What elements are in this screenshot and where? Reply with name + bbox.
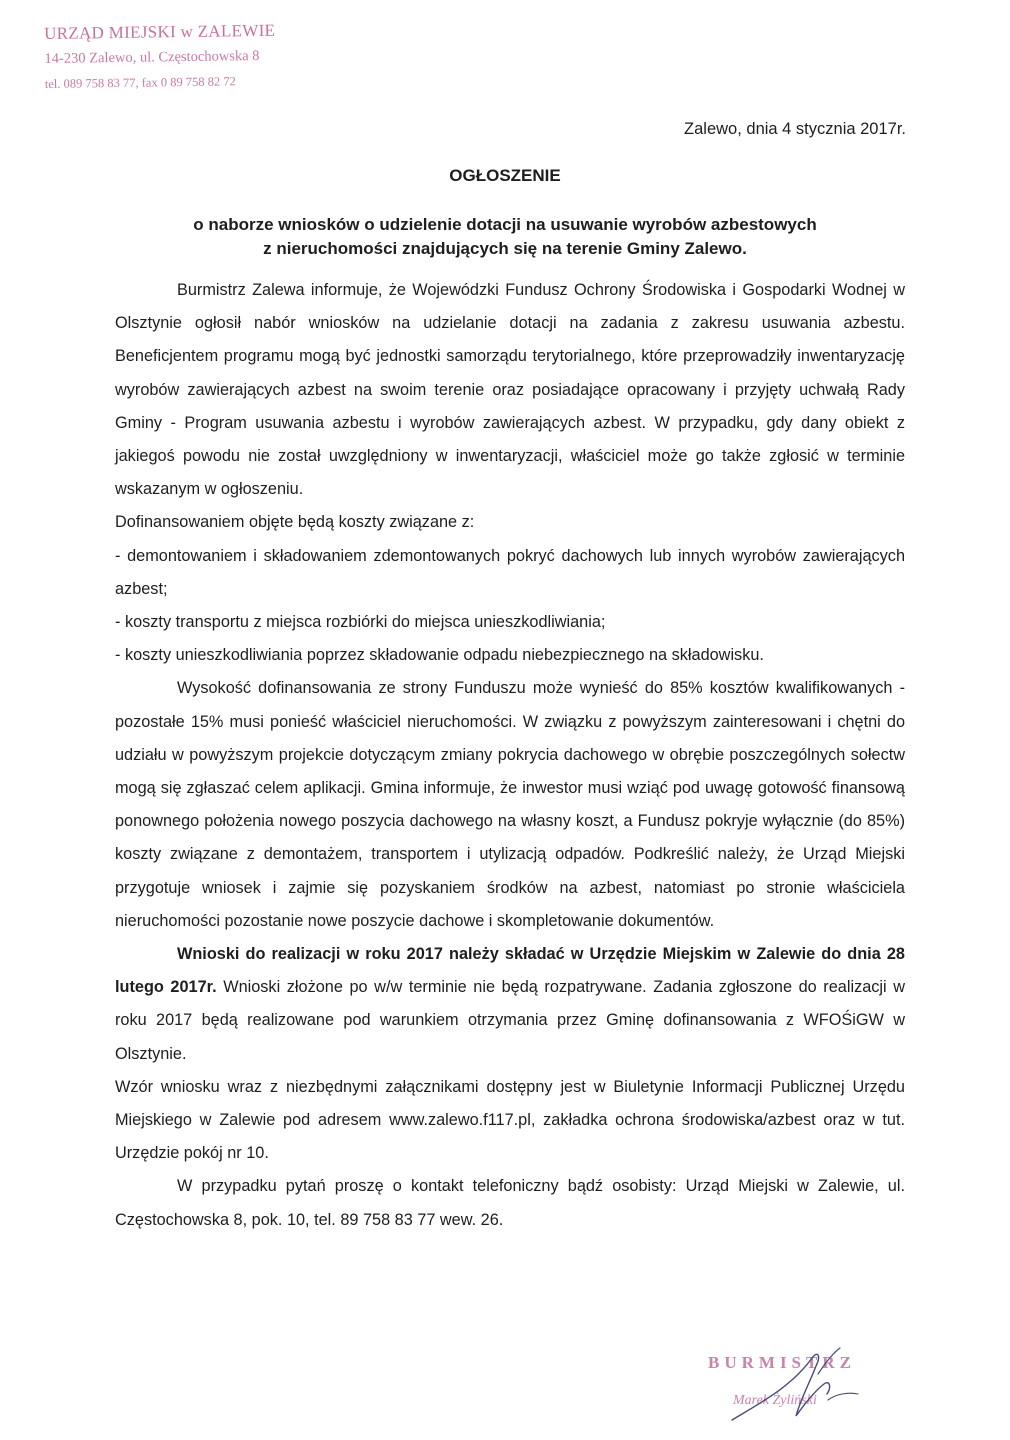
- paragraph-funding: Wysokość dofinansowania ze strony Funduszu może wynieść do 85% kosztów kwalifikowanych - pozostałe 15% musi ponieść właściciel nieruchomości. W związku z powyższym zainteresowani i chętni do udziału w powyższym projekcie dotyczącym zmiany pokrycia dachowego w obrębie poszczególnych sołectw mogą się zgłaszać celem aplikacji. Gmina informuje, że inwestor musi wziąć pod uwagę gotowość finansową ponownego położenia nowego poszycia dachowego na własny koszt, a Fundusz pokryje wyłącznie (do 85%) koszty związane z demontażem, transportem i utylizacją odpadów. Podkreślić należy, że Urząd Miejski przygotuje wniosek i zajmie się pozyskaniem środków na azbest, natomiast po stronie właściciela nieruchomości pozostanie nowe poszycie dachowe i skompletowanie dokumentów.: [115, 679, 905, 930]
- stamp-office-name: URZĄD MIEJSKI w ZALEWIE: [44, 20, 276, 43]
- document-subtitle: [110, 213, 900, 261]
- document-body: [115, 274, 905, 1237]
- list-item-dismantling: - demontowaniem i składowaniem zdemontowanych pokryć dachowych lub innych wyrobów zawierających azbest;: [115, 546, 905, 598]
- paragraph-deadline: [115, 938, 905, 1071]
- subtitle-line-1: o naborze wniosków o udzielenie dotacji na usuwanie wyrobów azbestowych: [193, 215, 817, 234]
- handwritten-signature: [700, 1336, 900, 1436]
- paragraph-contact: W przypadku pytań proszę o kontakt telefoniczny bądź osobisty: Urząd Miejski w Zalewie, ul. Częstochowska 8, pok. 10, tel. 89 758 83 77 wew. 26.: [115, 1177, 905, 1229]
- office-stamp: [44, 21, 276, 92]
- stamp-address: 14-230 Zalewo, ul. Częstochowska 8: [44, 47, 260, 67]
- deadline-rest-text: Wnioski złożone po w/w terminie nie będą rozpatrywane. Zadania zgłoszone do realizacji w roku 2017 będą realizowane pod warunkiem otrzymania przez Gminę dofinansowania z WFOŚiGW w Olsztynie.: [115, 978, 905, 1063]
- paragraph-application-form: Wzór wniosku wraz z niezbędnymi załącznikami dostępny jest w Biuletynie Informacji Publicznej Urzędu Miejskiego w Zalewie pod adresem www.zalewo.f117.pl, zakładka ochrona środowiska/azbest oraz w tut. Urzędzie pokój nr 10.: [115, 1077, 905, 1163]
- deadline-bold-text: Wnioski do realizacji w roku 2017 należy składać w Urzędzie Miejskim w Zalewie do dnia 28 lutego 2017r.: [115, 945, 905, 997]
- subtitle-line-2: z nieruchomości znajdujących się na terenie Gminy Zalewo.: [263, 239, 747, 258]
- signature-name: Marek Żyliński: [733, 1393, 817, 1408]
- document-date: Zalewo, dnia 4 stycznia 2017r.: [684, 120, 906, 138]
- list-item-transport: - koszty transportu z miejsca rozbiórki do miejsca unieszkodliwiania;: [115, 613, 606, 632]
- list-item-disposal: - koszty unieszkodliwiania poprzez składowanie odpadu niebezpiecznego na składowisku.: [115, 646, 764, 665]
- paragraph-intro: Burmistrz Zalewa informuje, że Wojewódzki Fundusz Ochrony Środowiska i Gospodarki Wodnej w Olsztynie ogłosił nabór wniosków na udzielanie dotacji na zadania z zakresu usuwania azbestu. Beneficjentem programu mogą być jednostki samorządu terytorialnego, które przeprowadziły inwentaryzację wyrobów zawierających azbest na swoim terenie oraz posiadające opracowany i przyjęty uchwałą Rady Gminy - Program usuwania azbestu i wyrobów zawierających azbest. W przypadku, gdy dany obiekt z jakiegoś powodu nie został uwzględniony w inwentaryzacji, właściciel może go także zgłosić w terminie wskazanym w ogłoszeniu.: [115, 281, 905, 499]
- document-title: OGŁOSZENIE: [449, 166, 561, 185]
- paragraph-costs-intro: Dofinansowaniem objęte będą koszty związane z:: [115, 513, 475, 532]
- stamp-phone-fax: tel. 089 758 83 77, fax 0 89 758 82 72: [44, 74, 236, 91]
- signature-block: [700, 1336, 900, 1436]
- signature-title: BURMISTRZ: [708, 1353, 856, 1372]
